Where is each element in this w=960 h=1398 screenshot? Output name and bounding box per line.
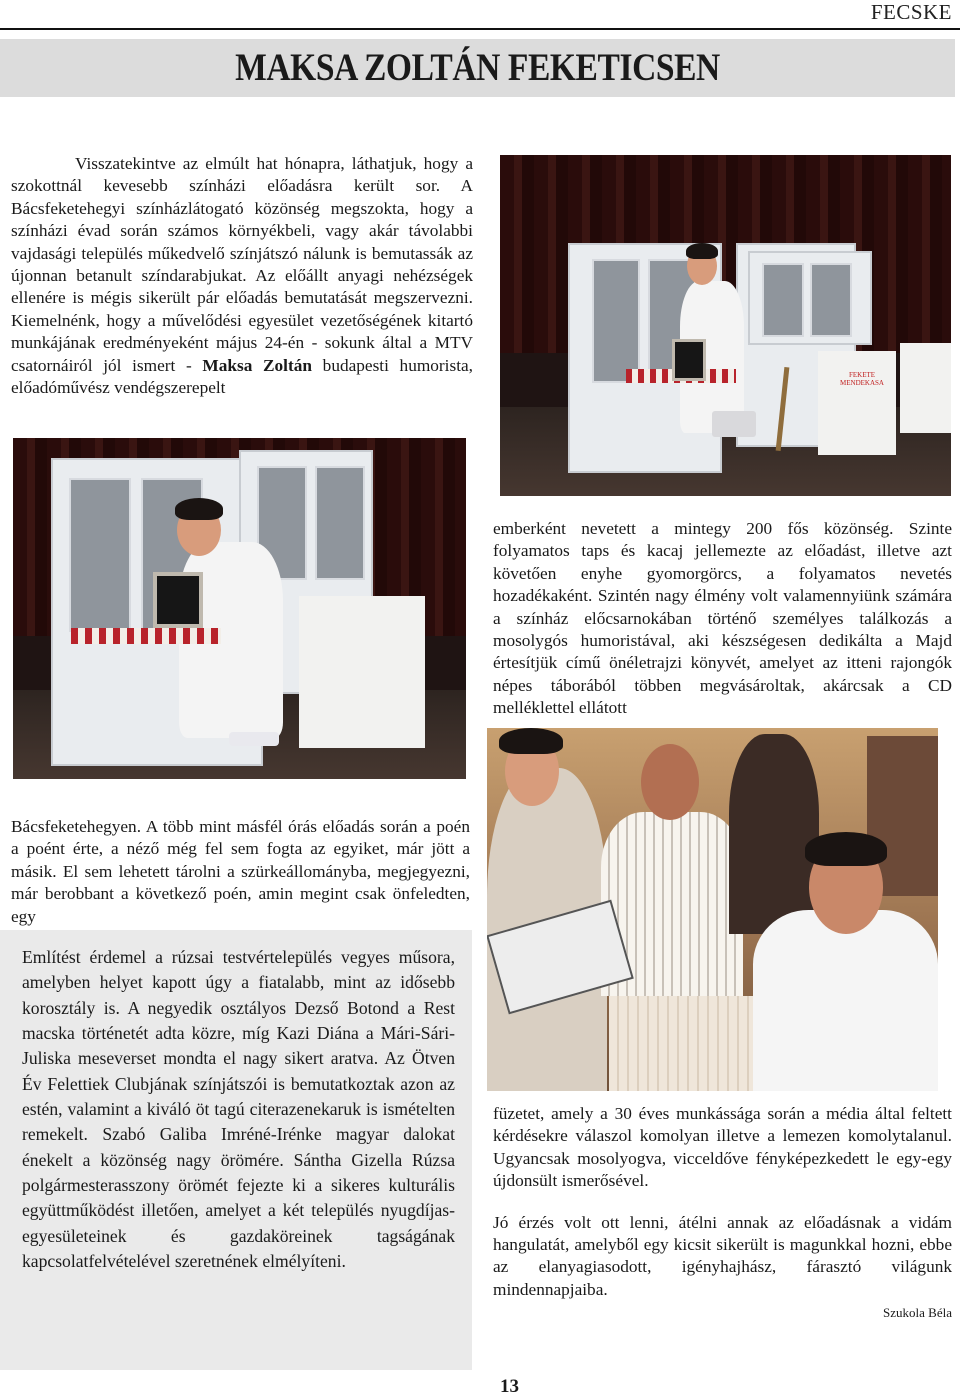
lower-left-column: Bácsfeketehegyen. A több mint másfél órás előadás során a poén a poént érte, a néző még fel sem fogta az egyiket, már jött a másik. El sem lehetett tárolni a szürkeállományba, megjegyezni, már berobbant a következő poén, amin megint csak önfeledten, egy (11, 817, 470, 926)
article-title: MAKSA ZOLTÁN FEKETICSEN (235, 46, 720, 89)
signing-photo (487, 728, 938, 1091)
magazine-name: FECSKE (870, 0, 952, 24)
intro-text: Visszatekintve az elmúlt hat hónapra, láthatjuk, hogy a szokottnál kevesebb színházi előadásra került sor. A Bácsfeketehegyi színházlátogató közönség megszokta, hogy a színházi évad során számos környékbeli, vagy akár távolabbi vajdasági település műkedvelő színjátszó nálunk is bemutassák az újonnan betanult színdarabjukat. Az előállt anyagi nehézségek ellenére is mégis sikerült pár előadás bemutatását megszervezni. Kiemelnénk, hogy a művelődési egyesület vezetőségének kitartó munkájának eredményeként május 24-én - sokunk által a MTV csatornáiról jól ismert - (11, 154, 473, 375)
closing-column (493, 1103, 952, 1325)
performer-name: Maksa Zoltán (202, 355, 312, 375)
intro-text-end: budapesti humorista, előadóművész vendégszerepelt (11, 355, 473, 398)
middle-column: emberként nevetett a mintegy 200 fős közönség. Szinte folyamatos taps és kacaj jellemezte az előadást, illetve azt követően enyhe gyomorgörcs, a folyamatos nevetés hozadékaként. Szintén nagy élmény volt valamennyiünk számára a színház előcsarnokában történő személyes találkozás a mosolygós humoristával, aki készségesen dedikálta a Majd értesítjük című önéletrajzi könyvét, amelyet az itteni rajongók népes táborából többen megvásároltak, akárcsak a CD melléklettel ellátott (493, 519, 952, 718)
closing-paragraph-1: füzetet, amely a 30 éves munkássága során a média által feltett kérdésekre válaszol komolyan illetve a lemezen komolytalanul. Ugyancsak mosolyogva, vicceldőve fényképezkedett le egy-egy újdonsült ismerősével. (493, 1104, 952, 1191)
page-number: 13 (500, 1376, 519, 1397)
stage-photo-1 (500, 155, 951, 496)
header-rule (0, 28, 960, 30)
stage-sign: FEKETE MENDEKASA (840, 371, 884, 387)
sidebar-text: Említést érdemel a rúzsai testvértelepülés vegyes műsora, amelyben helyet kapott úgy a fiatalabb, mint az idősebb korosztály is. A negyedik osztályos Dezső Botond a Rest macska történetét adta közre, míg Kazi Diána a Mári-Sári-Juliska meseverset mondta el nagy sikert aratva. Az Ötven Év Felettiek Clubjának színjátszói is bemutatkoztak azon az estén, valamint a kiváló öt tagú citerazenekaruk is ismételten remekelt. Szabó Galiba Imréné-Irénke magyar dalokat énekelt a közönség nagy örömére. Sántha Gizella Rúzsa polgármesterasszony örömét fejezte ki a sikeres kulturális együttműködést illetően, amelyet a két település nyugdíjas-egyesületeinek és gazdaköreinek tagságának kapcsolatfelvételével szeretnének elmélyíteni. (22, 947, 455, 1272)
closing-paragraph-2: Jó érzés volt ott lenni, átélni annak az előadásnak a vidám hangulatát, amelyből egy kicsit sikerült is magunkkal hozni, ebbe az elanyagiasodott, igényhajhász, fárasztó világunk mindennapjaiba. (493, 1212, 952, 1299)
stage-photo-2 (13, 438, 466, 779)
author: Szukola Béla (883, 1305, 952, 1321)
intro-column (11, 153, 473, 399)
